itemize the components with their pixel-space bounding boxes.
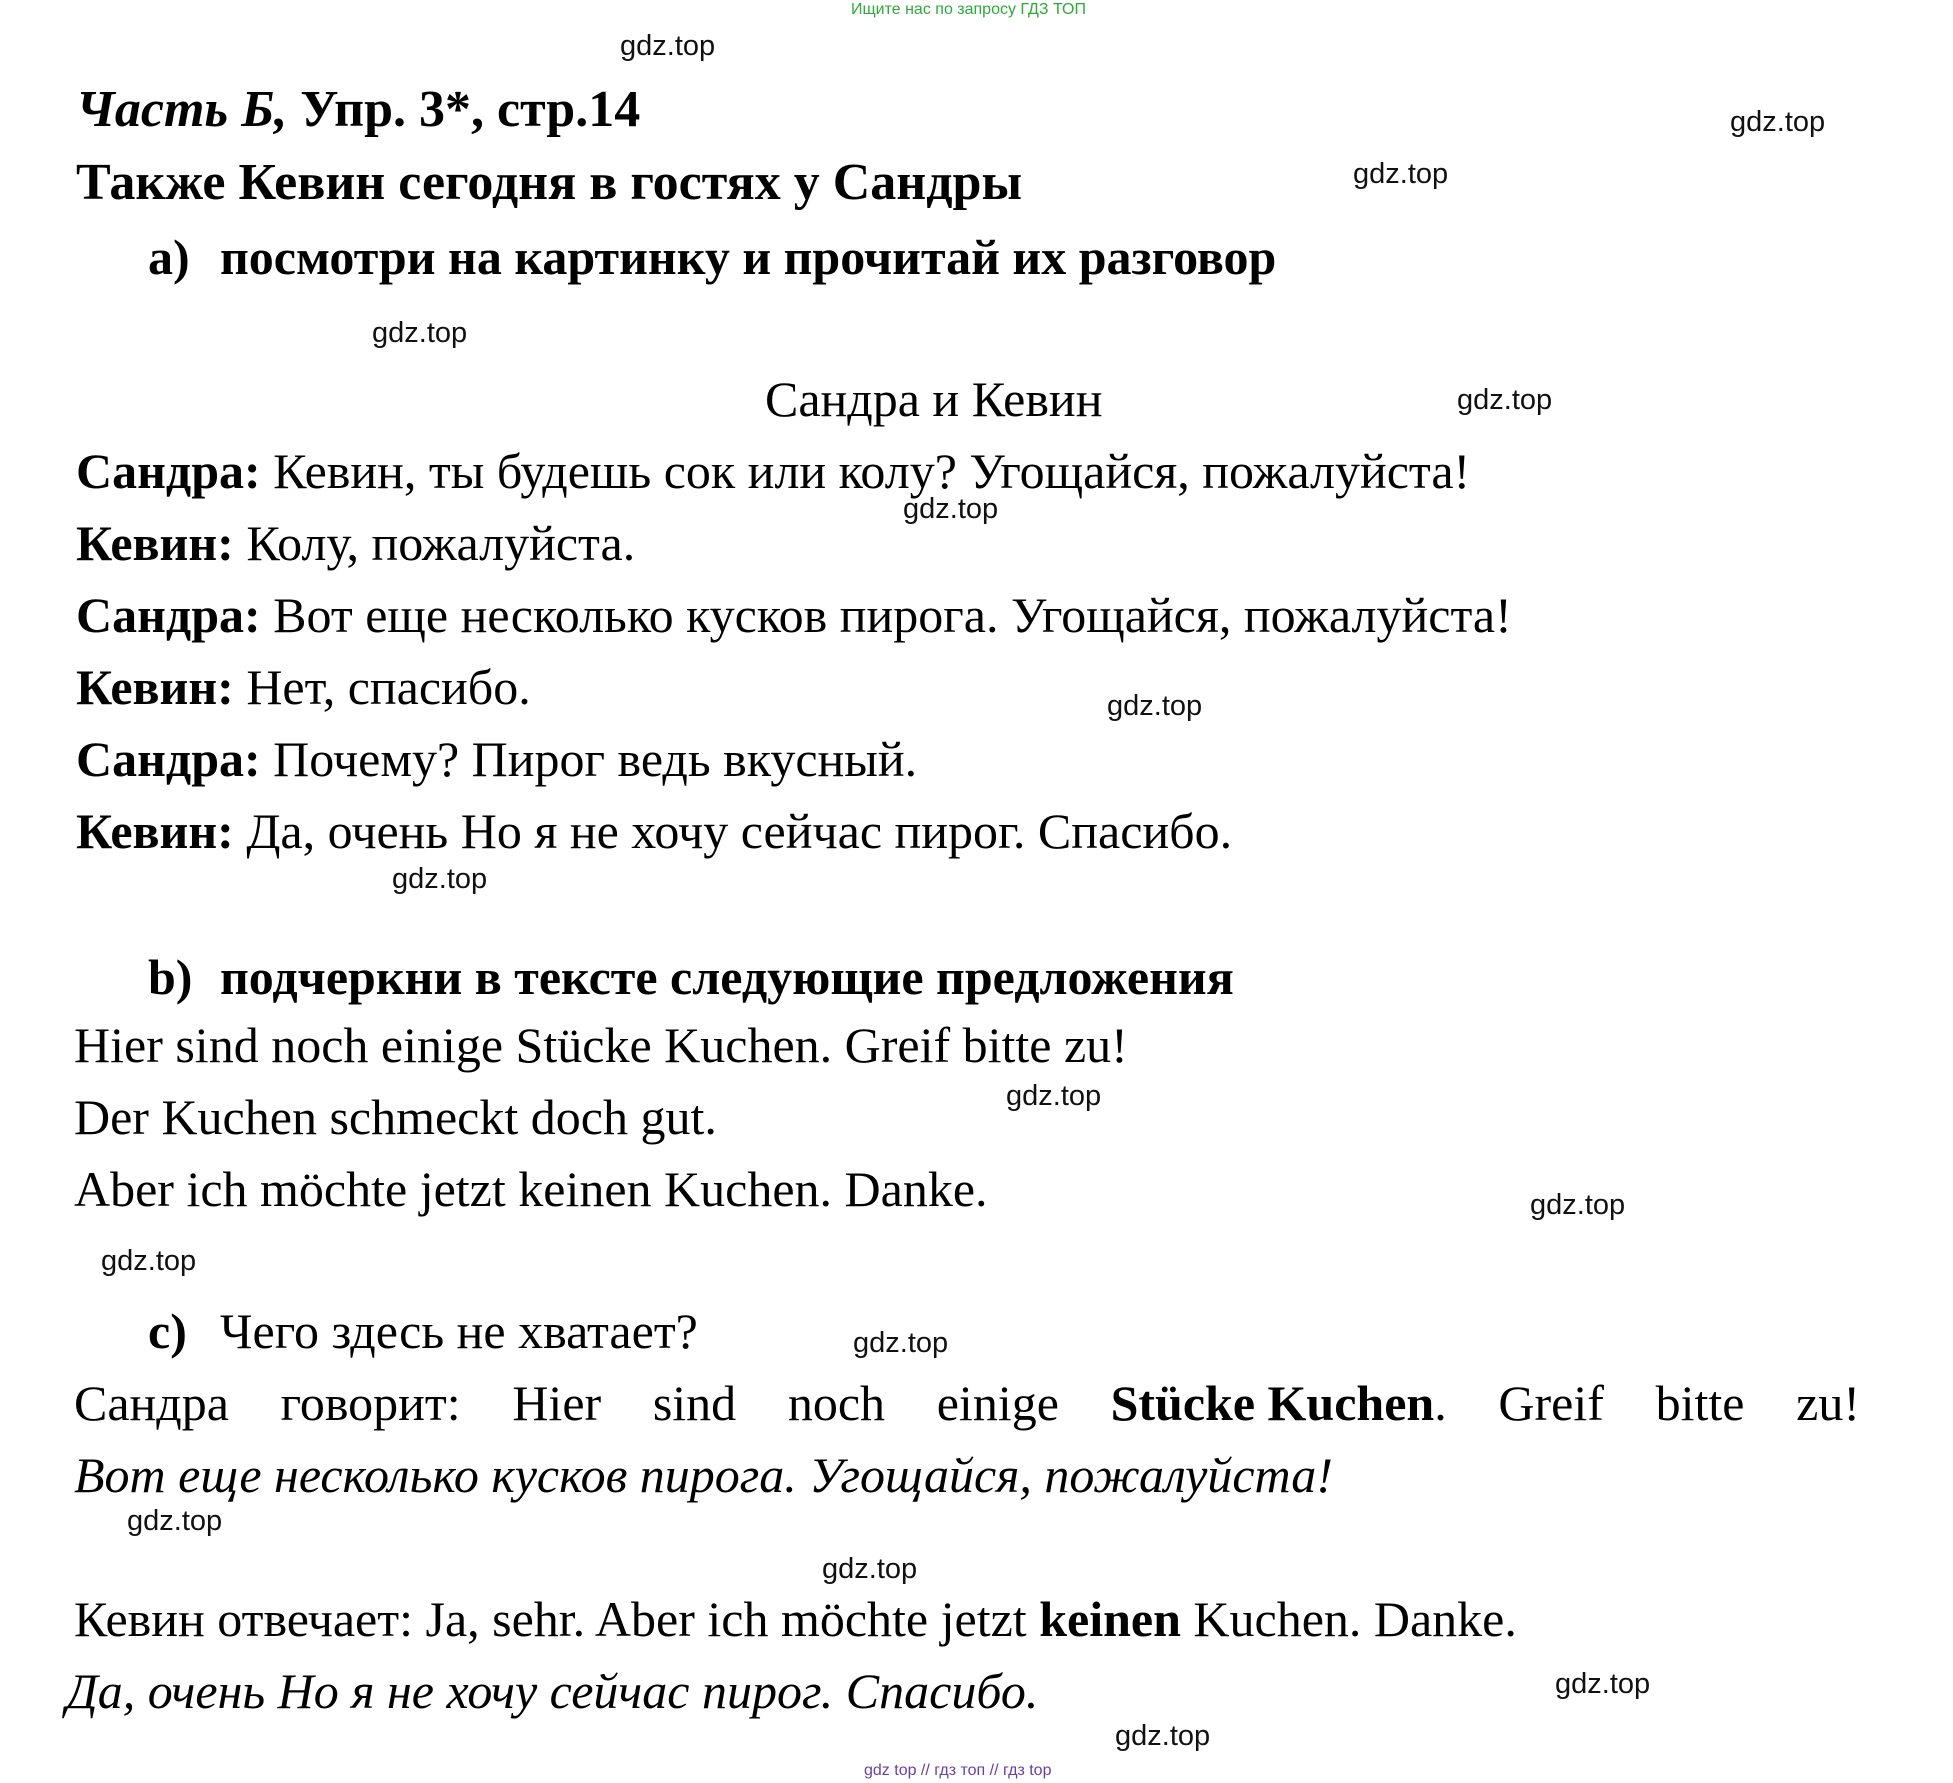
top-banner: Ищите нас по запросу ГДЗ ТОП: [851, 1, 1086, 18]
watermark: gdz.top: [620, 30, 716, 62]
dialog-line: [76, 442, 1470, 500]
speaker: Кевин:: [76, 803, 234, 859]
speaker: Сандра:: [76, 731, 261, 787]
answer-2-translation: Да, очень Но я не хочу сейчас пирог. Спасибо.: [66, 1663, 1039, 1719]
footer: gdz top // гдз топ // гдз top: [864, 1762, 1052, 1779]
watermark: gdz.top: [1555, 1668, 1651, 1700]
speaker: Сандра:: [76, 587, 261, 643]
line-text: Кевин, ты будешь сок или колу? Угощайся, пожалуйста!: [260, 443, 1471, 499]
answer-1-line: [74, 1374, 1860, 1432]
word: sind: [652, 1375, 737, 1431]
word: Hier: [512, 1375, 602, 1431]
task-c-text: Чего здесь не хватает?: [220, 1303, 698, 1359]
answer-2-line: [74, 1590, 1517, 1648]
word: bitte: [1655, 1375, 1745, 1431]
word: Greif: [1498, 1375, 1604, 1431]
watermark: gdz.top: [903, 493, 999, 525]
dialog-title: Сандра и Кевин: [765, 371, 1103, 427]
word: einige: [936, 1375, 1059, 1431]
task-c-label: c): [148, 1303, 187, 1359]
watermark: gdz.top: [372, 317, 468, 349]
word: говорит:: [280, 1375, 461, 1431]
line-text: Колу, пожалуйста.: [233, 515, 636, 571]
watermark: gdz.top: [1730, 106, 1826, 138]
dialog-line: [76, 514, 635, 572]
task-a-text: посмотри на картинку и прочитай их разговор: [220, 229, 1277, 285]
answer-2-before: Кевин отвечает: Ja, sehr. Aber ich möchte jetzt: [74, 1591, 1040, 1647]
watermark: gdz.top: [822, 1553, 918, 1585]
watermark: gdz.top: [1107, 690, 1203, 722]
dialog-line: [76, 586, 1512, 644]
answer-1-missing: Stücke Kuchen.: [1110, 1375, 1447, 1431]
speaker: Кевин:: [76, 515, 234, 571]
line-text: Почему? Пирог ведь вкусный.: [260, 731, 918, 787]
answer-2-missing: keinen: [1039, 1591, 1181, 1647]
word: Сандра: [74, 1375, 229, 1431]
german-line: Der Kuchen schmeckt doch gut.: [74, 1089, 717, 1145]
line-text: Вот еще несколько кусков пирога. Угощайся, пожалуйста!: [260, 587, 1512, 643]
line-text: Да, очень Но я не хочу сейчас пирог. Спасибо.: [233, 803, 1233, 859]
watermark: gdz.top: [1457, 384, 1553, 416]
dialog-line: [76, 658, 531, 716]
page-title: [76, 80, 640, 139]
task-b-label: b): [148, 949, 193, 1005]
line-text: Нет, спасибо.: [233, 659, 531, 715]
watermark: gdz.top: [1530, 1189, 1626, 1221]
dialog-line: [76, 730, 917, 788]
german-line: Hier sind noch einige Stücke Kuchen. Greif bitte zu!: [74, 1017, 1128, 1073]
speaker: Кевин:: [76, 659, 234, 715]
watermark: gdz.top: [1353, 158, 1449, 190]
watermark: gdz.top: [1006, 1080, 1102, 1112]
watermark: gdz.top: [101, 1245, 197, 1277]
speaker: Сандра:: [76, 443, 261, 499]
task-b-text: подчеркни в тексте следующие предложения: [220, 949, 1234, 1005]
answer-1-translation: Вот еще несколько кусков пирога. Угощайся, пожалуйста!: [74, 1447, 1333, 1503]
watermark: gdz.top: [853, 1327, 949, 1359]
dialog-line: [76, 802, 1232, 860]
title-part: Часть Б,: [76, 81, 288, 138]
german-line: Aber ich möchte jetzt keinen Kuchen. Danke.: [74, 1161, 988, 1217]
subtitle: Также Кевин сегодня в гостях у Сандры: [76, 154, 1023, 211]
task-a-label: a): [148, 229, 190, 285]
word: noch: [787, 1375, 886, 1431]
title-rest: Упр. 3*, стр.14: [287, 81, 641, 138]
word: zu!: [1796, 1375, 1860, 1431]
watermark: gdz.top: [392, 863, 488, 895]
answer-2-after: Kuchen. Danke.: [1180, 1591, 1517, 1647]
watermark: gdz.top: [127, 1505, 223, 1537]
watermark: gdz.top: [1115, 1720, 1211, 1752]
